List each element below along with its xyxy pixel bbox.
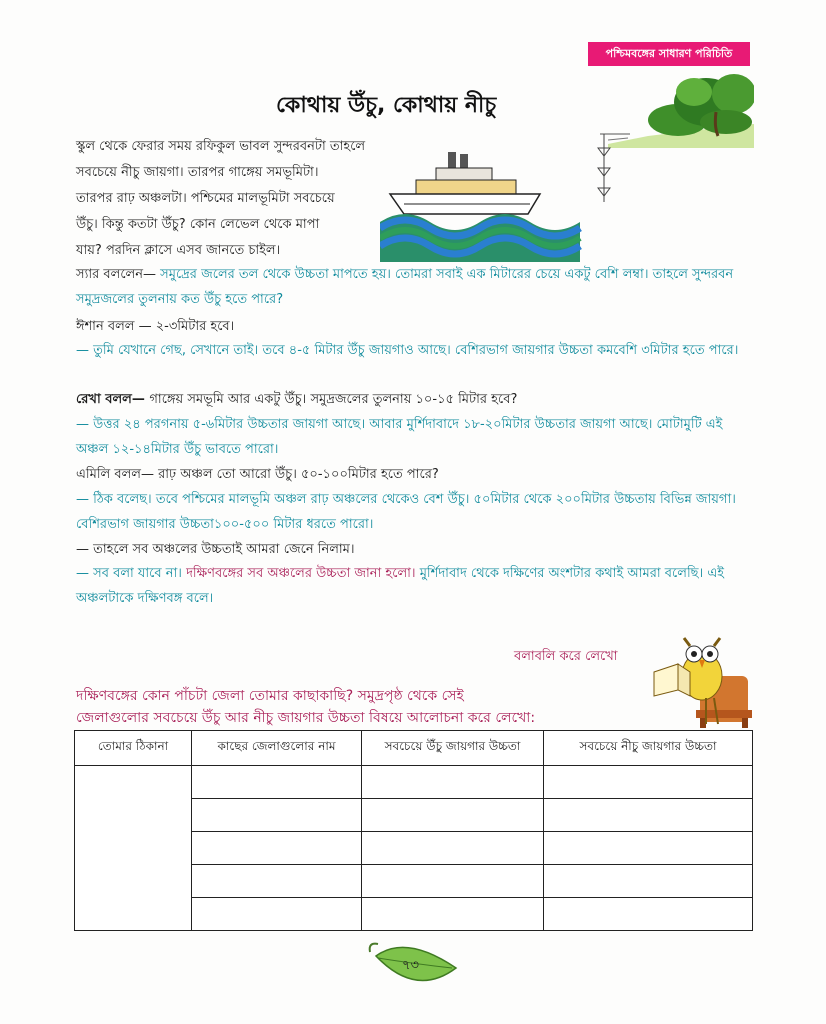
dialogue-reply: — উত্তর ২৪ পরগনায় ৫-৬মিটার উচ্চতার জায়গা আছে। আবার মুর্শিদাবাদে ১৮-২০মিটার উচ্চতার জায়গা আছে। মোটামুটি এই অঞ্চল ১২-১৪মিটার উঁচু ভাবতে পারো। bbox=[76, 417, 723, 457]
table-row bbox=[75, 766, 753, 799]
district-cell[interactable] bbox=[192, 865, 362, 898]
owl-reading-illustration bbox=[640, 632, 752, 728]
final-speech-c: মুর্শিদাবাদ থেকে দক্ষিণের অংশটার কথাই আমরা বলেছি। এই অঞ্চলটাকে দক্ষিণবঙ্গ বলে। bbox=[76, 566, 724, 606]
page-title: কোথায় উঁচু, কোথায় নীচু bbox=[276, 93, 497, 118]
lowest-cell[interactable] bbox=[544, 832, 753, 865]
dialogue-reply: — তুমি যেখানে গেছ, সেখানে তাই। তবে ৪-৫ মিটার উঁচু জায়গাও আছে। বেশিরভাগ জায়গার উচ্চতা কমবেশি ৩মিটার হতে পারে। bbox=[76, 343, 739, 358]
dialogue-reply: — ঠিক বলেছ। তবে পশ্চিমের মালভূমি অঞ্চল রাঢ় অঞ্চলের থেকেও বেশ উঁচু। ৫০মিটার থেকে ২০০মিটার উচ্চতায় বিভিন্ন জায়গা। বেশিরভাগ জায়গার উচ্চতা১০০-৫০০ মিটার ধরতে পারো। bbox=[76, 492, 736, 532]
lowest-cell[interactable] bbox=[544, 799, 753, 832]
page-number: ৭৩ bbox=[402, 958, 419, 973]
final-speech-b: দক্ষিণবঙ্গের সব অঞ্চলের উচ্চতা জানা হলো। bbox=[186, 566, 420, 581]
intro-line: যায়? পরদিন ক্লাসে এসব জানতে চাইল। bbox=[76, 243, 281, 258]
activity-table bbox=[74, 730, 753, 931]
teacher-speech: সমুদ্রের জলের তল থেকে উচ্চতা মাপতে হয়। তোমরা সবাই এক মিটারের চেয়ে একটু বেশি লম্বা। তাহলে সুন্দরবন সমুদ্রজলের তুলনায় কত উঁচু হতে পারে? bbox=[76, 267, 734, 307]
activity-question-line2: জেলাগুলোর সবচেয়ে উঁচু আর নীচু জায়গার উচ্চতা বিষয়ে আলোচনা করে লেখো: bbox=[76, 710, 536, 726]
district-cell[interactable] bbox=[192, 898, 362, 931]
activity-label: বলাবলি করে লেখো bbox=[514, 649, 618, 664]
rekha-speech: গাঙ্গেয় সমভূমি আর একটু উঁচু। সমুদ্রজলের তুলনায় ১০-১৫ মিটার হবে? bbox=[149, 392, 518, 407]
ship-illustration bbox=[380, 132, 630, 262]
highest-cell[interactable] bbox=[362, 766, 544, 799]
intro-line: উঁচু। কিন্তু কতটা উঁচু? কোন লেভেল থেকে মাপা bbox=[76, 217, 320, 232]
highest-cell[interactable] bbox=[362, 799, 544, 832]
lowest-cell[interactable] bbox=[544, 766, 753, 799]
speaker-teacher: স্যার বললেন— bbox=[76, 267, 161, 282]
final-speech-a: — সব বলা যাবে না। bbox=[76, 566, 187, 581]
table-header-districts: কাছের জেলাগুলোর নাম bbox=[192, 731, 362, 766]
dialogue-ishan: ঈশান বলল — ২-৩মিটার হবে। bbox=[76, 319, 235, 334]
highest-cell[interactable] bbox=[362, 898, 544, 931]
lowest-cell[interactable] bbox=[544, 865, 753, 898]
district-cell[interactable] bbox=[192, 766, 362, 799]
intro-line: স্কুল থেকে ফেরার সময় রফিকুল ভাবল সুন্দরবনটা তাহলে bbox=[76, 139, 366, 154]
highest-cell[interactable] bbox=[362, 865, 544, 898]
lowest-cell[interactable] bbox=[544, 898, 753, 931]
dialogue-final bbox=[76, 561, 756, 611]
table-header-lowest: সবচেয়ে নীচু জায়গার উচ্চতা bbox=[544, 731, 753, 766]
intro-line: সবচেয়ে নীচু জায়গা। তারপর গাঙ্গেয় সমভূমিটা। bbox=[76, 165, 319, 180]
dialogue-emily: এমিলি বলল— রাঢ় অঞ্চল তো আরো উঁচু। ৫০-১০০মিটার হতে পারে? bbox=[76, 467, 439, 482]
activity-question-line1: দক্ষিণবঙ্গের কোন পাঁচটা জেলা তোমার কাছাকাছি? সমুদ্রপৃষ্ঠ থেকে সেই bbox=[76, 688, 464, 704]
district-cell[interactable] bbox=[192, 799, 362, 832]
chapter-tag: পশ্চিমবঙ্গের সাধারণ পরিচিতি bbox=[588, 42, 750, 66]
dialogue-statement: — তাহলে সব অঞ্চলের উচ্চতাই আমরা জেনে নিলাম। bbox=[76, 542, 355, 557]
dialogue-rekha bbox=[76, 387, 756, 412]
address-cell[interactable] bbox=[75, 766, 192, 931]
dialogue-teacher bbox=[76, 262, 756, 312]
speaker-rekha: রেখা বলল— bbox=[76, 392, 150, 407]
highest-cell[interactable] bbox=[362, 832, 544, 865]
table-header-highest: সবচেয়ে উঁচু জায়গার উচ্চতা bbox=[362, 731, 544, 766]
table-header-row bbox=[75, 731, 753, 766]
intro-line: তারপর রাঢ় অঞ্চলটা। পশ্চিমের মালভূমিটা সবচেয়ে bbox=[76, 191, 335, 206]
table-header-address: তোমার ঠিকানা bbox=[75, 731, 192, 766]
district-cell[interactable] bbox=[192, 832, 362, 865]
